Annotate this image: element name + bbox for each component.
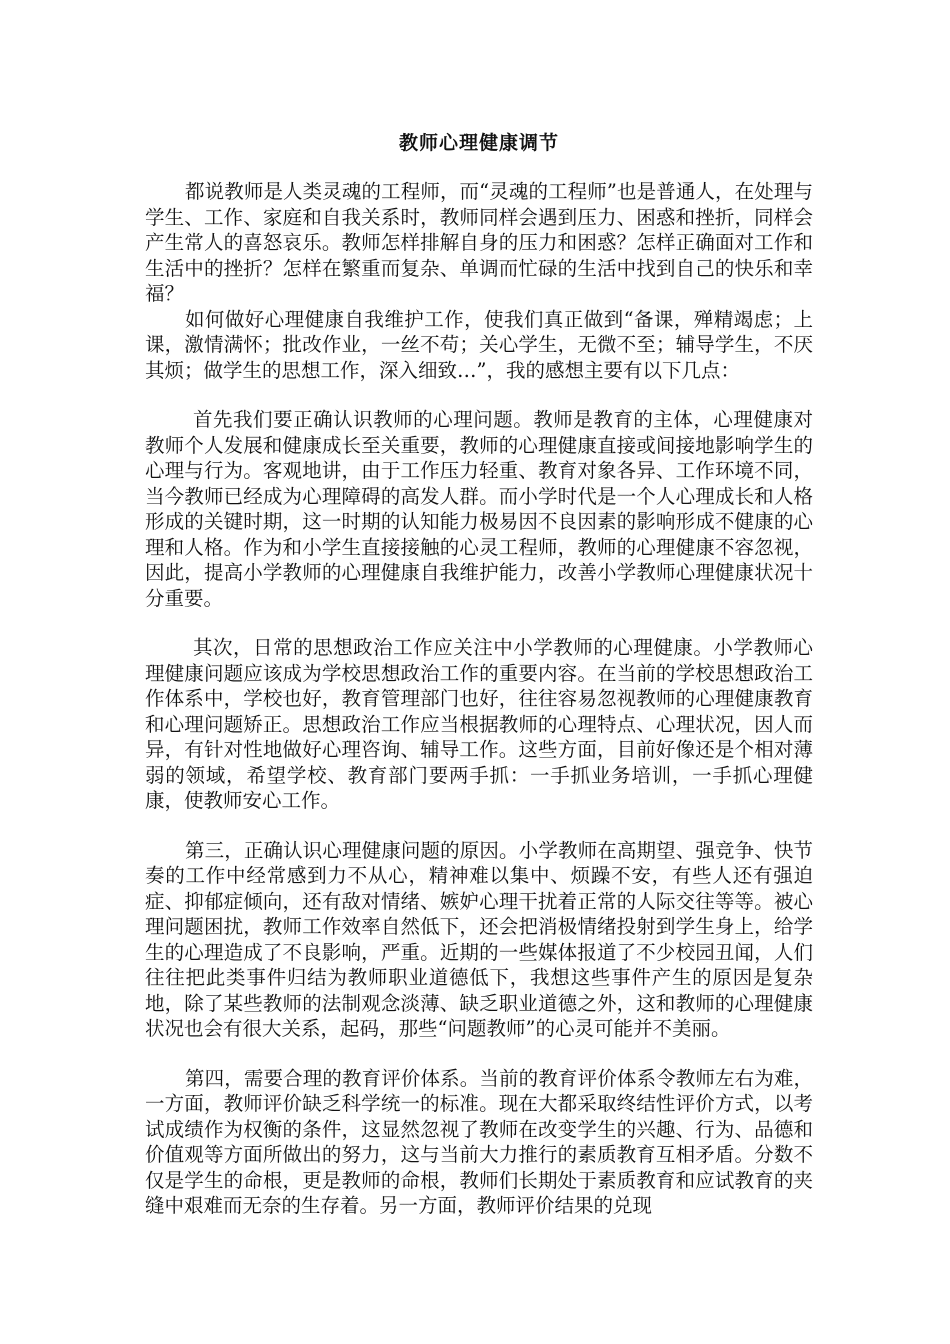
paragraph-third-point: 第三，正确认识心理健康问题的原因。小学教师在高期望、强竞争、快节奏的工作中经常感到力不从心，精神难以集中、烦躁不安，有些人还有强迫症、抑郁症倾向，还有敌对情绪、嫉妒心理干扰着正常的人际交往等等。被心理问题困扰，教师工作效率自然低下，还会把消极情绪投射到学生身上，给学生的心理造成了不良影响，严重。近期的一些媒体报道了不少校园丑闻，人们往往把此类事件归结为教师职业道德低下，我想这些事件产生的原因是复杂地，除了某些教师的法制观念淡薄、缺乏职业道德之外，这和教师的心理健康状况也会有很大关系，起码，那些“问题教师”的心灵可能并不美丽。 (145, 838, 813, 1040)
paragraph-second-point: 其次，日常的思想政治工作应关注中小学教师的心理健康。小学教师心理健康问题应该成为学校思想政治工作的重要内容。在当前的学校思想政治工作体系中，学校也好，教育管理部门也好，往往容易忽视教师的心理健康教育和心理问题矫正。思想政治工作应当根据教师的心理特点、心理状况，因人而异，有针对性地做好心理咨询、辅导工作。这些方面，目前好像还是个相对薄弱的领域，希望学校、教育部门要两手抓：一手抓业务培训，一手抓心理健康，使教师安心工作。 (145, 636, 813, 812)
paragraph-spacer (145, 814, 813, 838)
paragraph-fourth-point: 第四，需要合理的教育评价体系。当前的教育评价体系令教师左右为难，一方面，教师评价缺乏科学统一的标准。现在大都采取终结性评价方式，以考试成绩作为权衡的条件，这显然忽视了教师在改变学生的兴趣、行为、品德和价值观等方面所做出的努力，这与当前大力推行的素质教育互相矛盾。分数不仅是学生的命根，更是教师的命根，教师们长期处于素质教育和应试教育的夹缝中艰难而无奈的生存着。另一方面，教师评价结果的兑现 (145, 1066, 813, 1217)
paragraph-first-point: 首先我们要正确认识教师的心理问题。教师是教育的主体，心理健康对教师个人发展和健康成长至关重要，教师的心理健康直接或间接地影响学生的心理与行为。客观地讲，由于工作压力轻重、教育对象各异、工作环境不同，当今教师已经成为心理障碍的高发人群。而小学时代是一个人心理成长和人格形成的关键时期，这一时期的认知能力极易因不良因素的影响形成不健康的心理和人格。作为和小学生直接接触的心灵工程师，教师的心理健康不容忽视，因此，提高小学教师的心理健康自我维护能力，改善小学教师心理健康状况十分重要。 (145, 408, 813, 610)
document-title: 教师心理健康调节 (398, 132, 559, 154)
paragraph-spacer (145, 1042, 813, 1066)
document-page (145, 128, 813, 1219)
paragraph-spacer (145, 611, 813, 635)
paragraph-spacer (145, 383, 813, 407)
paragraph-intro: 都说教师是人类灵魂的工程师，而“灵魂的工程师”也是普通人，在处理与学生、工作、家庭和自我关系时，教师同样会遇到压力、困惑和挫折，同样会产生常人的喜怒哀乐。教师怎样排解自身的压力和困惑？怎样正确面对工作和生活中的挫折？怎样在繁重而复杂、单调而忙碌的生活中找到自己的快乐和幸福？ (145, 180, 813, 305)
paragraph-question: 如何做好心理健康自我维护工作，使我们真正做到“备课，殚精竭虑；上课，激情满怀；批改作业，一丝不苟；关心学生，无微不至；辅导学生，不厌其烦；做学生的思想工作，深入细致…”，我的感想主要有以下几点： (145, 307, 813, 382)
